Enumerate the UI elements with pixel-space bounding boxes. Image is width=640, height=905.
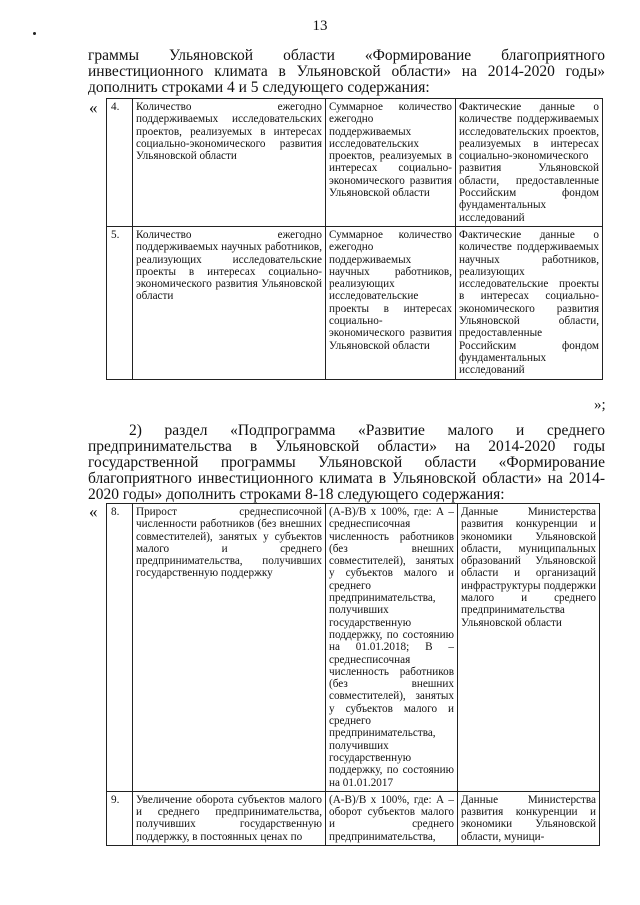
calculation-cell: (А-В)/В х 100%, где: А – среднесписочная численность работников (без внешних совместителей), занятых у субъектов малого и среднего предпринимательства, получивших государственную поддержку, по состоянию на 01.01.2018; В – среднесписочная численность работников (без внешних совместителей), занятых у субъектов малого и среднего предпринимательства, получивших государственную поддержку, по состоянию на 01.01.2017 [326, 504, 458, 792]
indicator-cell: Количество ежегодно поддерживаемых исследовательских проектов, реализуемых в интересах социально-экономического развития Ульяновской области [133, 99, 326, 227]
source-cell: Фактические данные о количестве поддерживаемых научных работников, реализующих исследовательские проекты в интересах социально-экономического развития Ульяновской области, предоставленные Российским фондом фундаментальных исследований [456, 226, 603, 379]
paragraph-intro: граммы Ульяновской области «Формирование благоприятного инвестиционного климата в Ульяновской области» на 2014-2020 годы» дополнить строками 4 и 5 следующего содержания: [88, 47, 605, 96]
row-number: 9. [107, 791, 133, 845]
calculation-cell: (А-В)/В х 100%, где: А – оборот субъектов малого и среднего предпринимательства, [326, 791, 458, 845]
calculation-cell: Суммарное количество ежегодно поддерживаемых исследовательских проектов, реализуемых в интересах социально-экономического развития Ульяновской области [326, 99, 456, 227]
indicator-cell: Прирост среднесписочной численности работников (без внешних совместителей), занятых у субъектов малого и среднего предпринимательства, получивших государственную поддержку [133, 504, 326, 792]
paragraph-section-2: 2) раздел «Подпрограмма «Развитие малого и среднего предпринимательства в Ульяновской области» на 2014-2020 годы государственной программы Ульяновской области «Формирование благоприятного инвестиционного климата в Ульяновской области» на 2014-2020 годы» дополнить строками 8-18 следующего содержания: [88, 422, 605, 503]
source-cell: Данные Министерства развития конкуренции и экономики Ульяновской области, муници- [458, 791, 600, 845]
table-row [107, 226, 603, 379]
indicator-cell: Увеличение оборота субъектов малого и среднего предпринимательства, получивших государственную поддержку, в постоянных ценах по [133, 791, 326, 845]
row-number: 5. [107, 226, 133, 379]
table2-open-quote: « [89, 502, 98, 521]
table1-close-quote: »; [594, 397, 606, 413]
source-cell: Данные Министерства развития конкуренции и экономики Ульяновской области, муниципальных образований Ульяновской области и организаций инфраструктуры поддержки малого и среднего предпринимательства Ульяновской области [458, 504, 600, 792]
calculation-cell: Суммарное количество ежегодно поддерживаемых научных работников, реализующих исследовательские проекты в интересах социально-экономического развития Ульяновской области [326, 226, 456, 379]
page-number: 13 [312, 18, 328, 34]
source-cell: Фактические данные о количестве поддерживаемых исследовательских проектов, реализуемых в интересах социально-экономического развития Ульяновской области, предоставленные Российским фондом фундаментальных исследований [456, 99, 603, 227]
table-row [107, 791, 600, 845]
indicators-table-1 [106, 98, 603, 380]
row-number: 4. [107, 99, 133, 227]
indicator-cell: Количество ежегодно поддерживаемых научных работников, реализующих исследовательские проекты в интересах социально-экономического развития Ульяновской области [133, 226, 326, 379]
table1-open-quote: « [89, 98, 98, 117]
row-number: 8. [107, 504, 133, 792]
scan-speck [33, 32, 36, 35]
indicators-table-2 [106, 503, 600, 846]
table-row [107, 99, 603, 227]
table-row [107, 504, 600, 792]
